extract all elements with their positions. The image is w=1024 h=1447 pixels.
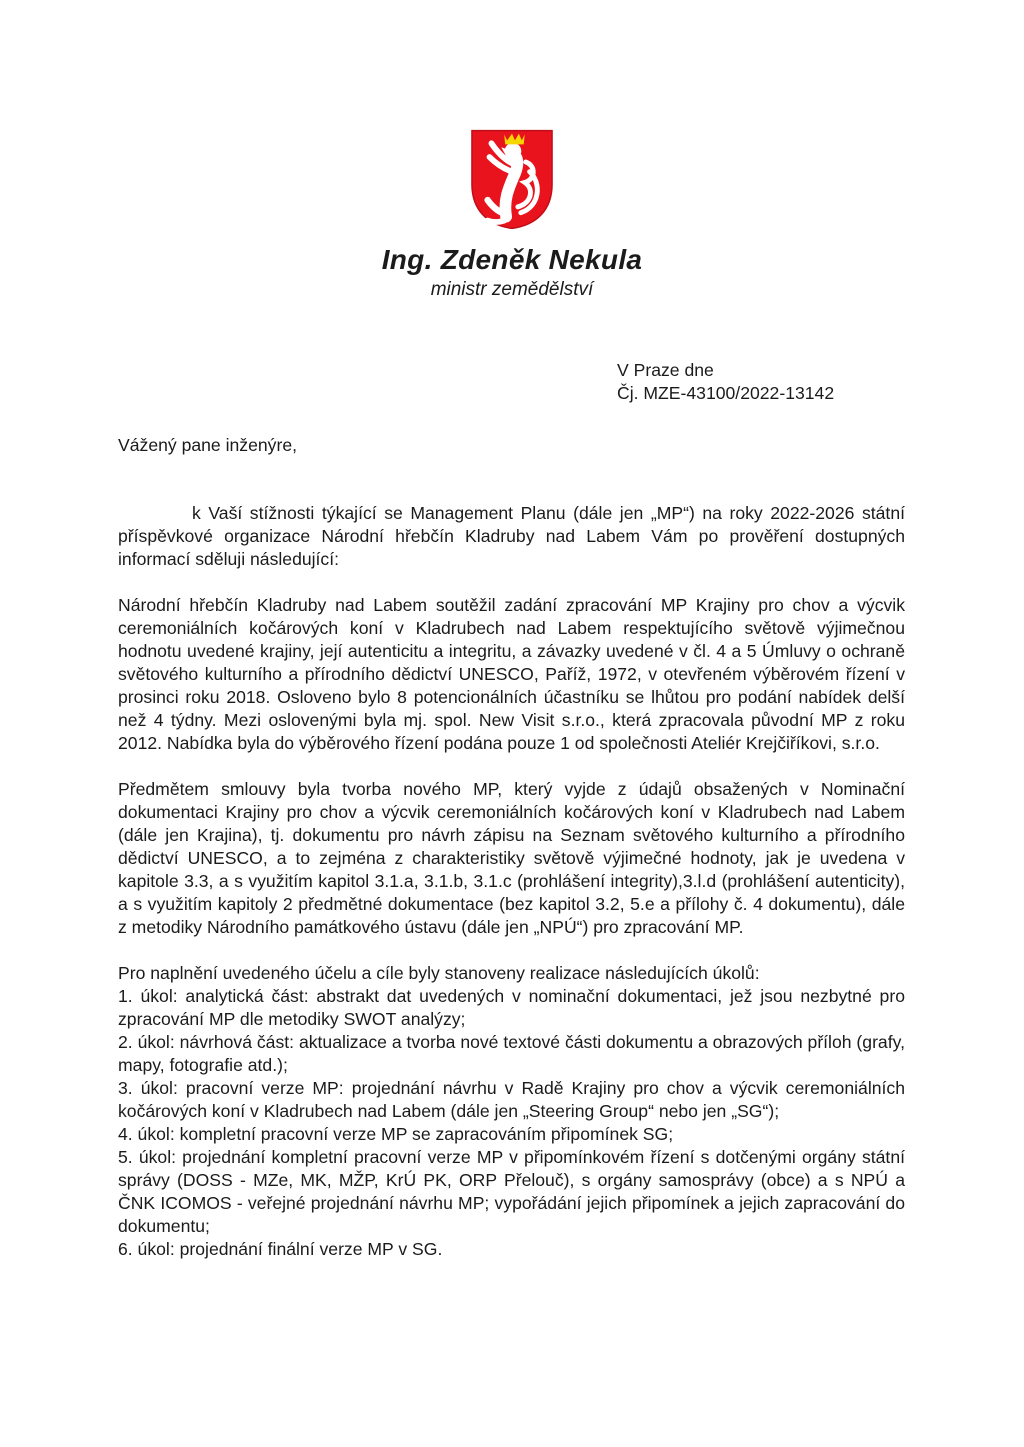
task-item-5: 5. úkol: projednání kompletní pracovní verze MP v připomínkovém řízení s dotčenými orgány státní správy (DOSS - MZe, MK, MŽP, KrÚ PK, ORP Přelouč), s orgány samosprávy (obce) a s NPÚ a ČNK ICOMOS - veřejné projednání návrhu MP; vypořádání jejich připomínek a jejich zapracování do dokumentu; [118, 1147, 905, 1236]
tasks-section [118, 962, 905, 1261]
reference-block [617, 359, 1024, 405]
paragraph-tender-history: Národní hřebčín Kladruby nad Labem soutěžil zadání zpracování MP Krajiny pro chov a výcvik ceremoniálních kočárových koní v Kladrubech nad Labem respektujícího světově výjimečnou hodnotu uvedené krajiny, její autenticitu a integritu, a závazky uvedené v čl. 4 a 5 Úmluvy o ochraně světového kulturního a přírodního dědictví UNESCO, Paříž, 1972, v otevřeném výběrovém řízení v prosinci roku 2018. Osloveno bylo 8 potencionálních účastníku se lhůtou pro podání nabídek delší než 4 týdny. Mezi oslovenými byla mj. spol. New Visit s.r.o., která zpracovala původní MP z roku 2012. Nabídka byla do výběrového řízení podána pouze 1 od společnosti Ateliér Krejčiříkovi, s.r.o. [118, 595, 905, 753]
salutation: Vážený pane inženýre, [118, 435, 297, 455]
paragraph-contract-subject: Předmětem smlouvy byla tvorba nového MP, který vyjde z údajů obsažených v Nominační dokumentaci Krajiny pro chov a výcvik ceremoniálních kočárových koní v Kladrubech nad Labem (dále jen Krajina), tj. dokumentu pro návrh zápisu na Seznam světového kulturního a přírodního dědictví UNESCO, a to zejména z charakteristiky světově výjimečné hodnoty, jak je uvedena v kapitole 3.3, a s využitím kapitol 3.1.a, 3.1.b, 3.1.c (prohlášení integrity),3.l.d (prohlášení autenticity), a s využitím kapitoly 2 předmětné dokumentace (bez kapitol 3.2, 5.e a přílohy č. 4 dokumentu), dále z metodiky Národního památkového ústavu (dále jen „NPÚ“) pro zpracování MP. [118, 779, 905, 937]
sender-role: ministr zemědělství [430, 279, 594, 300]
lion-hind-paw [488, 221, 505, 222]
tasks-intro: Pro naplnění uvedeného účelu a cíle byly stanoveny realizace následujících úkolů: [118, 963, 760, 983]
task-item-1: 1. úkol: analytická část: abstrakt dat uvedených v nominační dokumentaci, jež jsou nezbytné pro zpracování MP dle metodiky SWOT analýzy; [118, 986, 905, 1029]
letter-body [118, 434, 905, 1261]
paragraph-complaint-intro: k Vaší stížnosti týkající se Management Planu (dále jen „MP“) na roky 2022-2026 státní příspěvkové organizace Národní hřebčín Kladruby nad Labem Vám po prověření dostupných informací sděluji následující: [118, 503, 905, 569]
reference-number-line: Čj. MZE-43100/2022-13142 [617, 383, 835, 403]
task-item-2: 2. úkol: návrhová část: aktualizace a tvorba nové textové části dokumentu a obrazových příloh (grafy, mapy, fotografie atd.); [118, 1032, 905, 1075]
task-item-4: 4. úkol: kompletní pracovní verze MP se zapracováním připomínek SG; [118, 1124, 674, 1144]
czech-coat-of-arms-icon [469, 128, 555, 231]
task-item-6: 6. úkol: projednání finální verze MP v SG. [118, 1239, 443, 1259]
sender-name: Ing. Zdeněk Nekula [381, 244, 643, 275]
task-item-3: 3. úkol: pracovní verze MP: projednání návrhu v Radě Krajiny pro chov a výcvik ceremoniálních kočárových koní v Kladrubech nad Labem (dále jen „Steering Group“ nebo jen „SG“); [118, 1078, 905, 1121]
place-date-line: V Praze dne [617, 360, 714, 380]
